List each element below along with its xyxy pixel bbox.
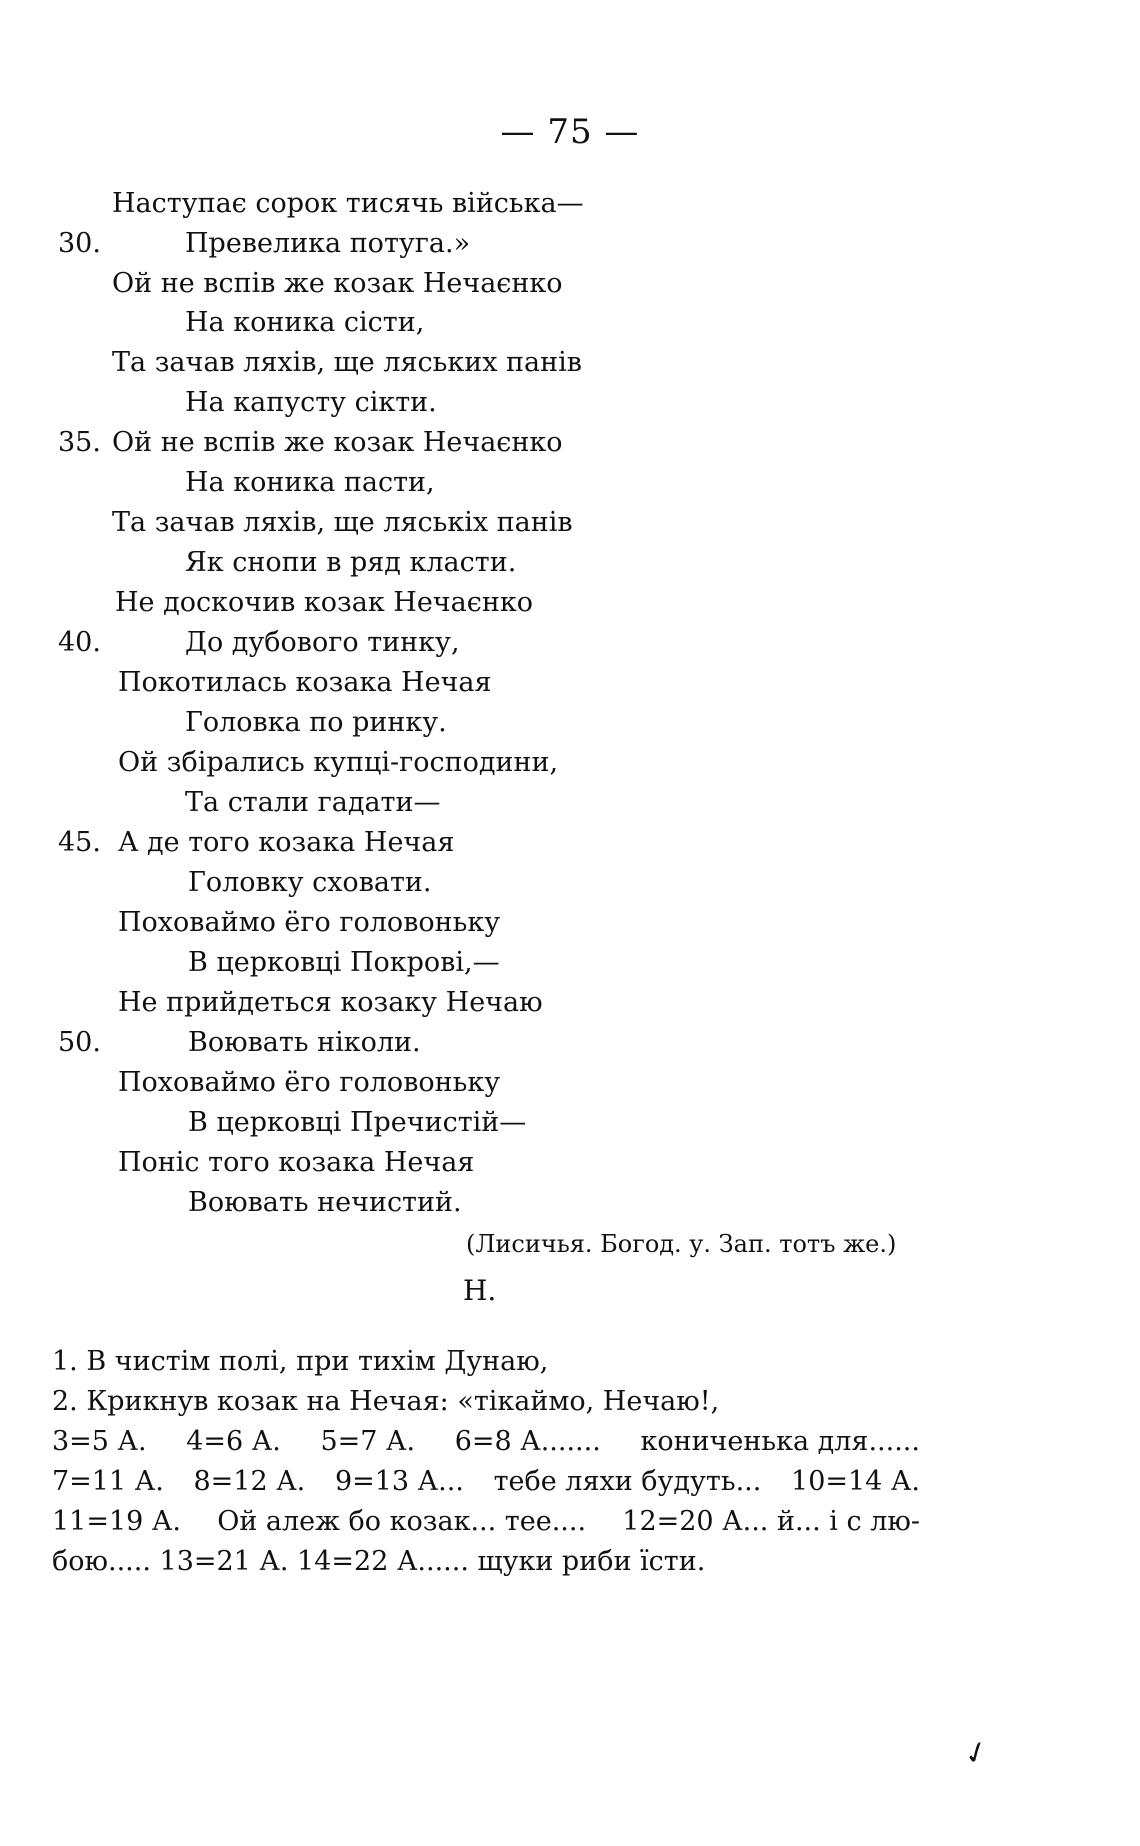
poem-line: Превелика потуга.» — [185, 228, 471, 259]
note-segment: 6=8 А....... — [454, 1426, 601, 1457]
note-line: 2. Крикнув козак на Нечая: «тікаймо, Нечаю!, — [52, 1386, 720, 1417]
poem-line: Ой збірались купці-господини, — [118, 747, 559, 778]
line-number: 40. — [58, 627, 101, 658]
poem-line: На капусту сікти. — [185, 387, 437, 418]
poem-line: Не доскочив козак Нечаєнко — [115, 587, 533, 618]
note-segment: 10=14 А. — [791, 1466, 920, 1497]
poem-line: Не прийдеться козаку Нечаю — [118, 987, 543, 1018]
poem-line: Ой не вспів же козак Нечаєнко — [112, 427, 563, 458]
note-segment: 12=20 А... й... і с лю- — [622, 1506, 920, 1537]
poem-line: А де того козака Нечая — [118, 827, 455, 858]
poem-line: Поховаймо ёго головоньку — [118, 1067, 501, 1098]
line-number: 35. — [58, 427, 101, 458]
poem-line: Поховаймо ёго головоньку — [118, 907, 501, 938]
note-segment: 5=7 А. — [320, 1426, 416, 1457]
note-line — [52, 1506, 920, 1538]
source-citation: (Лисичья. Богод. у. Зап. тотъ же.) — [466, 1230, 897, 1258]
poem-line: Головку сховати. — [188, 867, 432, 898]
poem-line: Воювать нечистий. — [188, 1187, 462, 1218]
poem-line: Ой не вспів же козак Нечаєнко — [112, 268, 563, 299]
line-number: 45. — [58, 827, 101, 858]
section-heading: Н. — [463, 1274, 497, 1307]
poem-line: В церковці Пречистій— — [188, 1107, 527, 1138]
poem-line: Як снопи в ряд класти. — [185, 547, 517, 578]
poem-line: Покотилась козака Нечая — [118, 667, 492, 698]
poem-line: В церковці Покрові,— — [188, 947, 500, 978]
note-line — [52, 1426, 920, 1458]
poem-line: На коника пасти, — [185, 467, 435, 498]
page-number: — 75 — — [500, 112, 640, 152]
note-segment: 8=12 А. — [193, 1466, 306, 1497]
pencil-mark-icon: ✓ — [958, 1732, 995, 1775]
poem-line: Та зачав ляхів, ще ляськіх панів — [112, 507, 573, 538]
poem-line: Головка по ринку. — [185, 707, 447, 738]
note-line: 1. В чистім полі, при тихім Дунаю, — [52, 1346, 549, 1377]
note-segment: 4=6 А. — [186, 1426, 281, 1457]
poem-line: Та зачав ляхів, ще ляських панів — [112, 347, 582, 378]
note-line — [52, 1466, 920, 1498]
poem-line: Поніс того козака Нечая — [118, 1147, 475, 1178]
note-segment: 9=13 А... — [334, 1466, 464, 1497]
note-segment: Ой алеж бо козак... тее.... — [217, 1506, 587, 1537]
poem-line: Та стали гадати— — [185, 787, 441, 818]
poem-line: На коника сісти, — [185, 307, 425, 338]
note-segment: кониченька для...... — [640, 1426, 920, 1457]
note-segment: 11=19 А. — [52, 1506, 181, 1537]
note-segment: тебе ляхи будуть... — [493, 1466, 762, 1497]
note-segment: 7=11 А. — [52, 1466, 164, 1497]
line-number: 50. — [58, 1027, 101, 1058]
poem-line: Воювать ніколи. — [188, 1027, 421, 1058]
poem-line: До дубового тинку, — [185, 627, 460, 658]
poem-line: Наступає сорок тисячь війська— — [112, 188, 584, 219]
note-line: бою..... 13=21 А. 14=22 А...... щуки риби їсти. — [52, 1546, 706, 1577]
line-number: 30. — [58, 228, 101, 259]
note-segment: 3=5 А. — [52, 1426, 147, 1457]
